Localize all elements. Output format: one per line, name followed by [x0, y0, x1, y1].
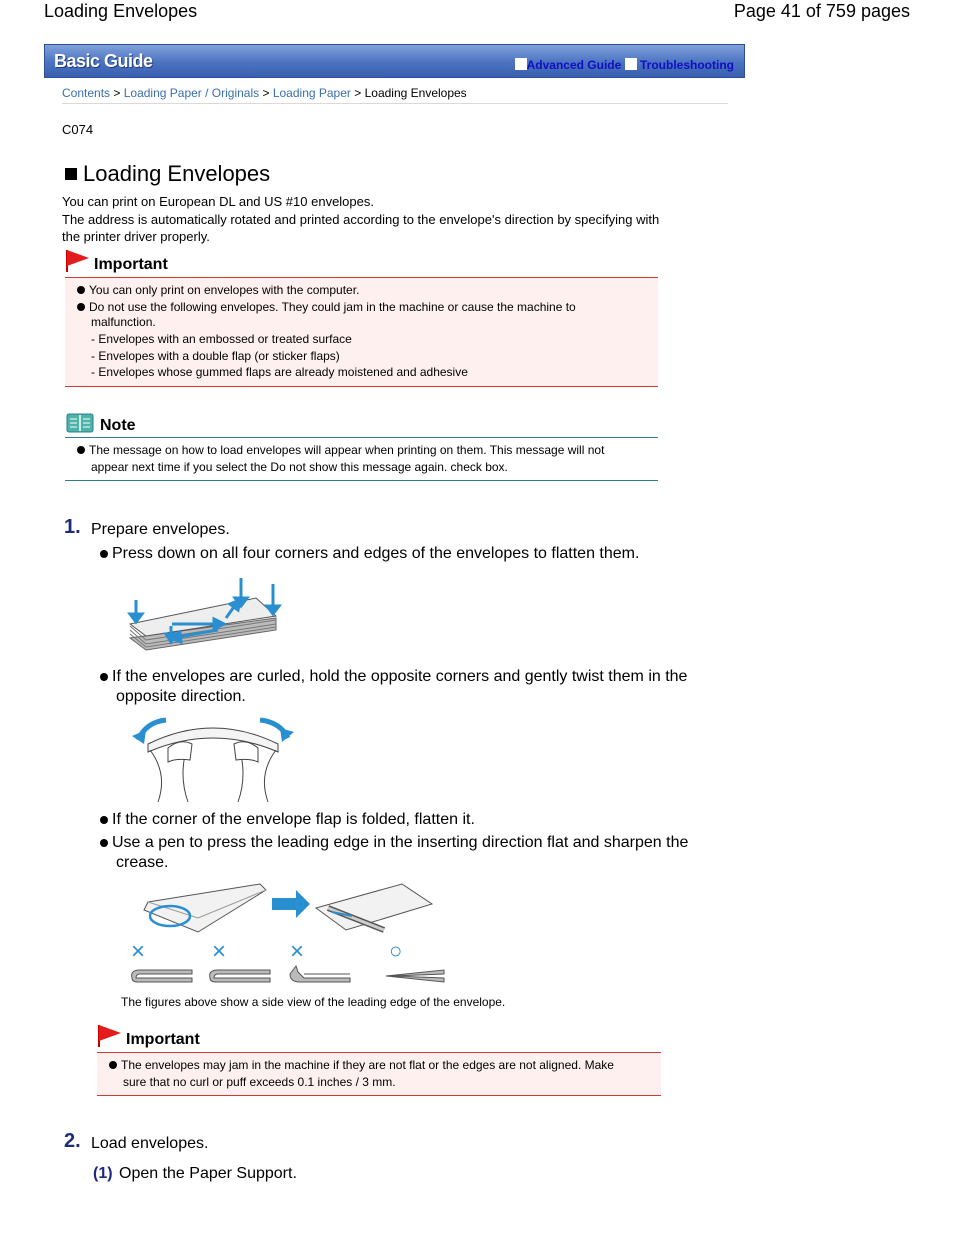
- breadcrumb-divider: [62, 103, 728, 104]
- figure-caption: The figures above show a side view of the leading edge of the envelope.: [121, 995, 506, 1009]
- bullet-text: opposite direction.: [116, 688, 246, 705]
- important-item: [77, 282, 359, 299]
- document-title: Loading Envelopes: [44, 1, 198, 21]
- breadcrumb-current: Loading Envelopes: [364, 86, 467, 100]
- important-box: [97, 1052, 661, 1096]
- important-title: Important: [126, 1031, 200, 1048]
- page-code: C074: [62, 122, 94, 137]
- bullet-text: Press down on all four corners and edges of the envelopes to flatten them.: [112, 545, 640, 562]
- basic-guide-label: Basic Guide: [54, 51, 153, 71]
- important-text: malfunction.: [91, 315, 156, 329]
- square-bullet-icon: [65, 168, 77, 180]
- note-text: appear next time if you select the Do not show this message again. check box.: [91, 460, 508, 474]
- intro-line: The address is automatically rotated and printed according to the envelope's direction by specifying with: [62, 211, 660, 227]
- bullet-text: If the envelopes are curled, hold the opposite corners and gently twist them in the: [112, 668, 688, 685]
- important-text: Do not use the following envelopes. They could jam in the machine or cause the machine to: [89, 300, 576, 314]
- red-flag-icon: [97, 1024, 123, 1048]
- important-subitem: - Envelopes whose gummed flaps are already moistened and adhesive: [91, 365, 468, 379]
- heading-text: Loading Envelopes: [83, 161, 271, 186]
- note-book-icon: [66, 412, 94, 434]
- bullet-text: crease.: [116, 854, 169, 871]
- intro-text: [62, 193, 727, 246]
- important-item: [109, 1057, 614, 1074]
- step-bullet: [100, 544, 639, 564]
- important-title: Important: [94, 256, 168, 273]
- sharpen-crease-illustration: [140, 880, 440, 938]
- edge-side-view-illustration: [128, 962, 450, 986]
- guide-banner: [44, 44, 745, 78]
- correct-mark: ○: [389, 938, 403, 963]
- incorrect-mark: ×: [212, 938, 227, 965]
- incorrect-mark: ×: [290, 938, 305, 965]
- page-counter: Page 41 of 759 pages: [733, 1, 910, 21]
- step-number: 1.: [64, 516, 81, 538]
- note-title: Note: [100, 417, 136, 434]
- note-item: [77, 442, 604, 459]
- troubleshooting-icon: [625, 58, 637, 70]
- intro-line: You can print on European DL and US #10 envelopes.: [62, 194, 374, 209]
- breadcrumb-sep: >: [110, 86, 124, 100]
- breadcrumb-loading-paper-originals[interactable]: Loading Paper / Originals: [123, 86, 260, 100]
- step-text: Prepare envelopes.: [91, 521, 230, 538]
- page-heading: [65, 161, 270, 187]
- breadcrumb-sep: >: [259, 86, 273, 100]
- bullet-text: If the corner of the envelope flap is folded, flatten it.: [112, 811, 475, 828]
- important-text: sure that no curl or puff exceeds 0.1 inches / 3 mm.: [123, 1075, 396, 1089]
- breadcrumb-contents[interactable]: Contents: [62, 86, 111, 100]
- important-subitem: - Envelopes with a double flap (or sticker flaps): [91, 349, 340, 363]
- advanced-guide-link[interactable]: Advanced Guide: [526, 58, 622, 72]
- note-text: The message on how to load envelopes will appear when printing on them. This message will not: [89, 443, 605, 457]
- breadcrumb: [62, 86, 467, 100]
- important-subitem: - Envelopes with an embossed or treated surface: [91, 332, 352, 346]
- step-text: Load envelopes.: [91, 1135, 209, 1152]
- advanced-guide-icon: [515, 58, 527, 70]
- bullet-text: Use a pen to press the leading edge in the inserting direction flat and sharpen the: [112, 834, 689, 851]
- important-text: The envelopes may jam in the machine if they are not flat or the edges are not aligned. Make: [121, 1058, 614, 1072]
- step-bullet: [100, 833, 688, 853]
- banner-links: [515, 58, 734, 72]
- flatten-envelopes-illustration: [126, 574, 286, 664]
- note-box: [65, 437, 658, 481]
- step-bullet: [100, 810, 475, 830]
- troubleshooting-link[interactable]: Troubleshooting: [640, 58, 734, 72]
- breadcrumb-loading-paper[interactable]: Loading Paper: [272, 86, 351, 100]
- step-number: 2.: [64, 1130, 81, 1152]
- substep-number: (1): [93, 1165, 113, 1182]
- step-bullet: [100, 667, 687, 687]
- breadcrumb-sep: >: [350, 86, 365, 100]
- red-flag-icon: [65, 249, 91, 273]
- important-text: You can only print on envelopes with the computer.: [89, 283, 360, 297]
- twist-envelopes-illustration: [128, 714, 298, 804]
- incorrect-mark: ×: [131, 938, 146, 965]
- intro-line: the printer driver properly.: [62, 229, 210, 244]
- important-box: [65, 277, 658, 387]
- substep-text: Open the Paper Support.: [119, 1165, 297, 1182]
